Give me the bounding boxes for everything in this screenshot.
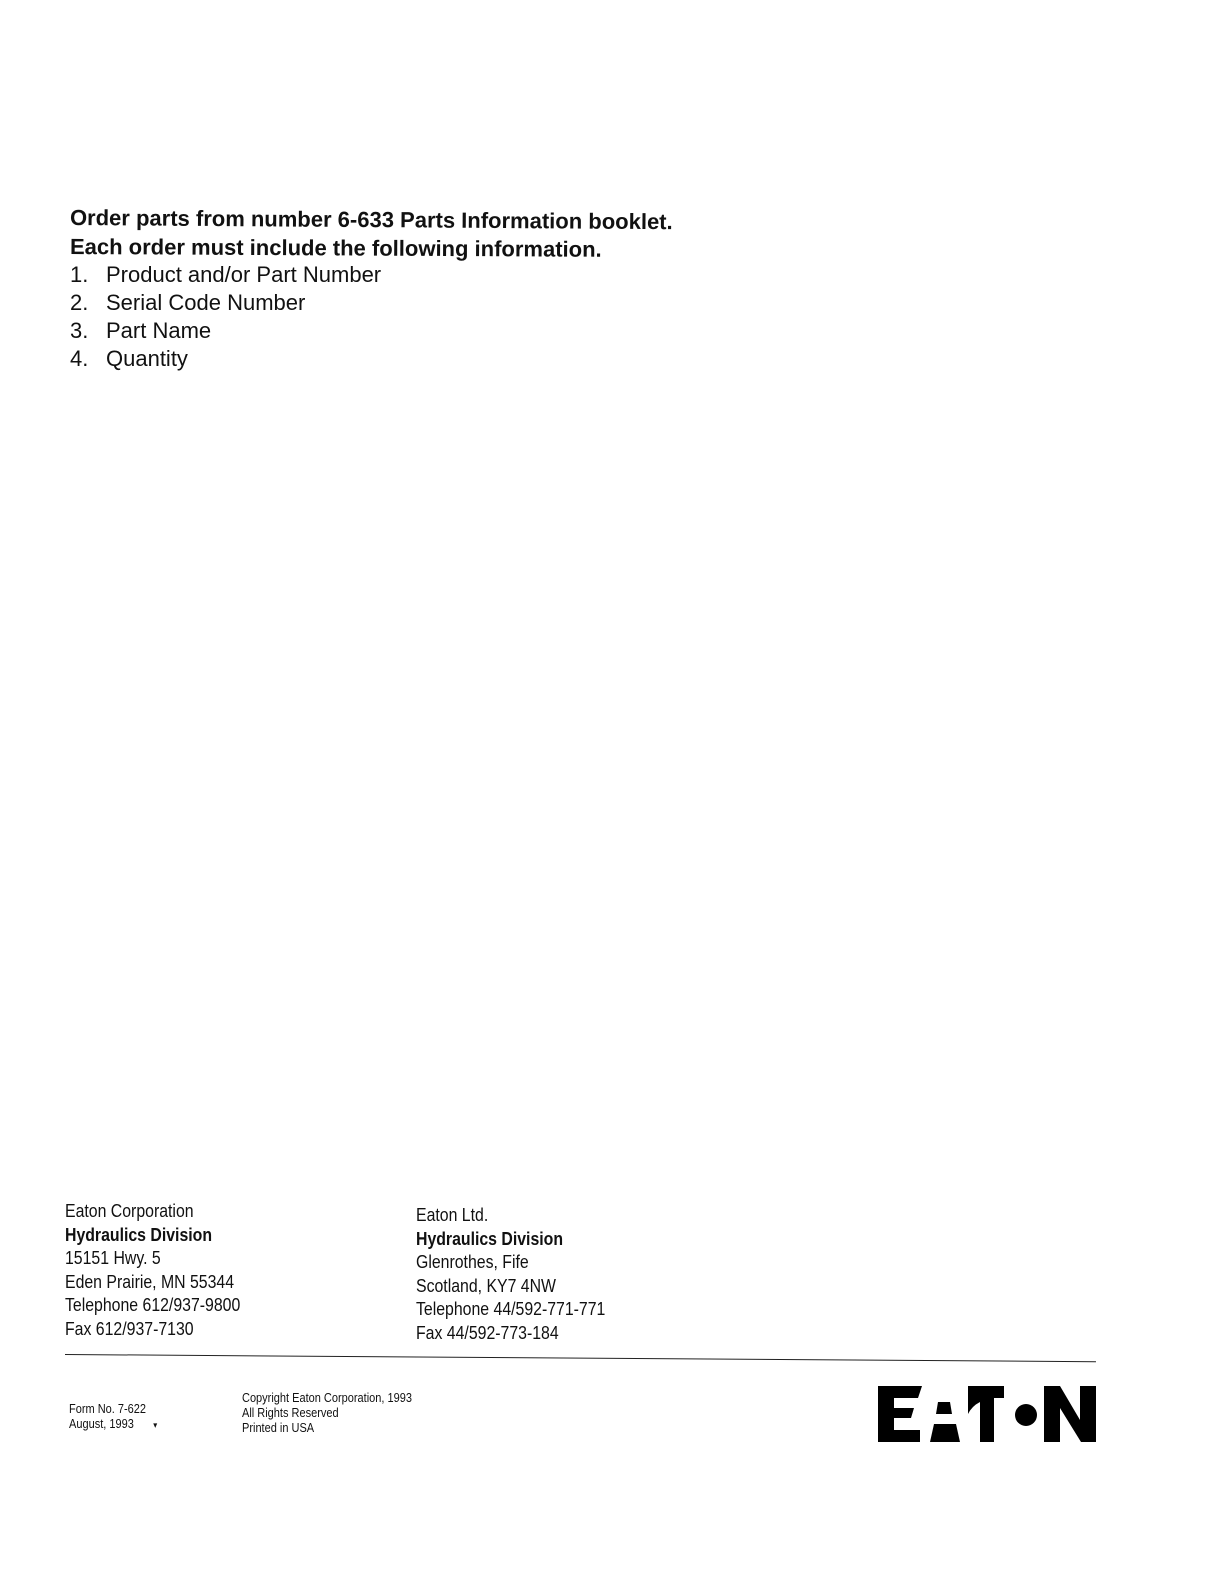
eaton-logo-glyphs xyxy=(878,1386,1096,1442)
logo-n-glyph xyxy=(1044,1386,1096,1442)
list-item xyxy=(70,261,770,289)
copyright-text: Copyright Eaton Corporation, 1993 xyxy=(242,1391,413,1405)
instructions-heading-line-2: Each order must include the following information. xyxy=(69,234,602,262)
list-item xyxy=(70,317,770,345)
list-item xyxy=(70,289,770,317)
list-item-text: Part Name xyxy=(106,318,212,343)
logo-a-bottom-glyph xyxy=(930,1424,960,1442)
footer-divider xyxy=(65,1354,1096,1362)
logo-t-glyph xyxy=(968,1386,1004,1442)
us-street: 15151 Hwy. 5 xyxy=(65,1248,161,1268)
copyright-block xyxy=(242,1391,412,1436)
form-number: Form No. 7-622 xyxy=(69,1402,147,1416)
list-item-number: 2. xyxy=(70,290,89,315)
list-item-number: 3. xyxy=(70,318,89,343)
us-telephone: Telephone 612/937-9800 xyxy=(65,1295,241,1315)
us-company: Eaton Corporation xyxy=(65,1201,194,1221)
uk-telephone: Telephone 44/592-771-771 xyxy=(416,1299,606,1319)
order-info-list xyxy=(70,261,770,373)
logo-e-glyph xyxy=(878,1386,922,1442)
uk-street: Glenrothes, Fife xyxy=(416,1252,529,1272)
uk-division: Hydraulics Division xyxy=(416,1228,564,1249)
us-fax: Fax 612/937-7130 xyxy=(65,1318,194,1339)
list-item xyxy=(70,345,770,373)
us-division: Hydraulics Division xyxy=(65,1224,213,1245)
list-item-text: Serial Code Number xyxy=(106,290,306,315)
list-item-text: Quantity xyxy=(106,346,188,371)
eaton-logo xyxy=(876,1384,1098,1444)
form-info xyxy=(69,1402,157,1433)
uk-address-block xyxy=(416,1204,605,1345)
list-item-text: Product and/or Part Number xyxy=(106,262,382,287)
rights-text: All Rights Reserved xyxy=(242,1406,339,1420)
instructions-heading-line-1: Order parts from number 6-633 Parts Information booklet. xyxy=(69,205,673,235)
logo-a-top-glyph xyxy=(936,1402,952,1414)
list-item-number: 1. xyxy=(70,262,89,287)
order-instructions xyxy=(70,203,770,373)
uk-fax: Fax 44/592-773-184 xyxy=(416,1322,559,1343)
form-date: August, 1993 xyxy=(69,1417,134,1431)
printed-text: Printed in USA xyxy=(242,1421,315,1435)
us-city: Eden Prairie, MN 55344 xyxy=(65,1271,235,1292)
uk-company: Eaton Ltd. xyxy=(416,1205,489,1225)
date-mark: ▾ xyxy=(153,1420,158,1430)
list-item-number: 4. xyxy=(70,346,89,371)
logo-o-glyph xyxy=(1015,1404,1037,1426)
uk-city: Scotland, KY7 4NW xyxy=(416,1275,556,1296)
us-address-block xyxy=(65,1200,240,1341)
